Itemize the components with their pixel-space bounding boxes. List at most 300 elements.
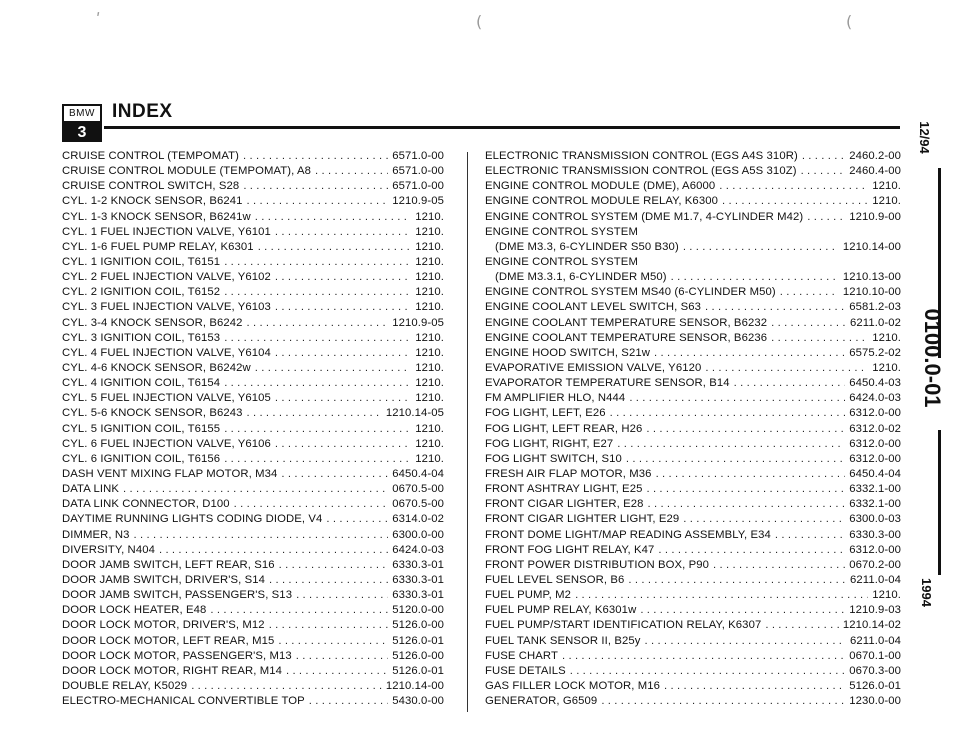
dot-leader — [628, 574, 846, 586]
dot-leader — [309, 695, 388, 707]
entry-reference: 0670.1-00 — [849, 649, 901, 662]
entry-reference: 6581.2-03 — [849, 301, 901, 314]
dot-leader — [246, 195, 388, 207]
entry-title: DATA LINK — [62, 483, 119, 496]
index-entry — [62, 574, 444, 589]
entry-reference: 6312.0-00 — [849, 407, 901, 420]
model-year: 1994 — [918, 578, 934, 607]
entry-reference: 6450.4-04 — [392, 467, 444, 480]
dot-leader — [629, 392, 845, 404]
dot-leader — [275, 271, 411, 283]
entry-reference: 1210. — [415, 452, 444, 465]
index-entry — [485, 392, 901, 407]
entry-title: DOOR JAMB SWITCH, LEFT REAR, S16 — [62, 558, 275, 571]
entry-title: CYL. 5 IGNITION COIL, T6155 — [62, 422, 221, 435]
dot-leader — [224, 453, 411, 465]
entry-reference: 6571.0-00 — [392, 180, 444, 193]
entry-reference: 6330.3-01 — [392, 558, 444, 571]
index-entry — [62, 453, 444, 468]
entry-reference: 5126.0-01 — [849, 679, 901, 692]
entry-title: CYL. 6 FUEL INJECTION VALVE, Y6106 — [62, 437, 271, 450]
page-number: 0100.0-01 — [920, 308, 945, 408]
entry-title: CRUISE CONTROL MODULE (TEMPOMAT), A8 — [62, 165, 312, 178]
entry-reference: 1210.13-00 — [842, 271, 901, 284]
dot-leader — [275, 438, 411, 450]
entry-reference: 1210. — [872, 195, 901, 208]
dot-leader — [664, 680, 845, 692]
entry-reference: 1230.0-00 — [849, 695, 901, 708]
entry-title: FOG LIGHT, LEFT, E26 — [485, 407, 606, 420]
entry-title: (DME M3.3.1, 6-CYLINDER M50) — [495, 271, 667, 284]
dot-leader — [243, 150, 388, 162]
index-entry — [62, 559, 444, 574]
entry-title: FUEL LEVEL SENSOR, B6 — [485, 573, 625, 586]
index-entry — [62, 150, 444, 165]
entry-reference: 5430.0-00 — [392, 695, 444, 708]
index-entry — [485, 604, 901, 619]
entry-title: DOOR JAMB SWITCH, DRIVER'S, S14 — [62, 573, 265, 586]
entry-title: GAS FILLER LOCK MOTOR, M16 — [485, 679, 661, 692]
index-entry — [485, 483, 901, 498]
entry-reference: 0670.5-00 — [392, 483, 444, 496]
index-entry — [485, 665, 901, 680]
index-entry — [62, 468, 444, 483]
index-entry — [485, 680, 901, 695]
index-entry — [62, 604, 444, 619]
dot-leader — [278, 635, 388, 647]
index-entry — [485, 271, 901, 286]
index-entry — [62, 256, 444, 271]
index-entry — [485, 574, 901, 589]
index-entry — [485, 589, 901, 604]
entry-title: FOG LIGHT, RIGHT, E27 — [485, 437, 614, 450]
bmw-3-series-logo — [62, 104, 102, 142]
dot-leader — [224, 332, 411, 344]
entry-reference: 1210. — [415, 271, 444, 284]
entry-title: CYL. 1 IGNITION COIL, T6151 — [62, 255, 221, 268]
dot-leader — [683, 513, 845, 525]
page-title: INDEX — [112, 101, 173, 122]
dot-leader — [296, 650, 388, 662]
header-rule — [104, 126, 900, 129]
dot-leader — [775, 529, 845, 541]
dot-leader — [705, 362, 868, 374]
index-entry — [62, 195, 444, 210]
entry-title: CYL. 4 FUEL INJECTION VALVE, Y6104 — [62, 346, 271, 359]
scan-mark: ʹ — [96, 10, 101, 29]
index-entry — [485, 301, 901, 316]
entry-reference: 6575.2-02 — [849, 346, 901, 359]
dot-leader — [275, 226, 411, 238]
entry-reference: 1210.10-00 — [842, 286, 901, 299]
dot-leader — [243, 180, 388, 192]
dot-leader — [275, 347, 411, 359]
entry-title: GENERATOR, G6509 — [485, 695, 598, 708]
entry-reference: 1210. — [415, 331, 444, 344]
dot-leader — [640, 604, 845, 616]
entry-reference: 6450.4-04 — [849, 467, 901, 480]
entry-title: FRESH AIR FLAP MOTOR, M36 — [485, 467, 652, 480]
dot-leader — [646, 423, 845, 435]
entry-title: FRONT DOME LIGHT/MAP READING ASSEMBLY, E34 — [485, 528, 771, 541]
entry-title: CYL. 1-6 FUEL PUMP RELAY, K6301 — [62, 240, 254, 253]
dot-leader — [807, 211, 845, 223]
dot-leader — [275, 392, 411, 404]
dot-leader — [654, 347, 845, 359]
dot-leader — [713, 559, 845, 571]
index-entry — [485, 650, 901, 665]
index-entry — [485, 317, 901, 332]
dot-leader — [159, 544, 388, 556]
entry-reference: 5126.0-00 — [392, 619, 444, 632]
index-entry — [62, 483, 444, 498]
entry-reference: 1210.9-00 — [849, 210, 901, 223]
index-entry — [485, 165, 901, 180]
index-entry — [62, 211, 444, 226]
entry-reference: 1210.14-00 — [385, 679, 444, 692]
entry-reference: 6211.0-04 — [850, 573, 901, 586]
dot-leader — [646, 483, 845, 495]
dot-leader — [570, 665, 846, 677]
entry-reference: 6571.0-00 — [392, 165, 444, 178]
entry-title: DASH VENT MIXING FLAP MOTOR, M34 — [62, 467, 278, 480]
index-entry — [62, 544, 444, 559]
entry-reference: 6312.0-00 — [849, 543, 901, 556]
entry-title: FRONT POWER DISTRIBUTION BOX, P90 — [485, 558, 710, 571]
entry-reference: 5126.0-01 — [392, 634, 444, 647]
dot-leader — [734, 377, 846, 389]
dot-leader — [601, 695, 845, 707]
index-entry — [62, 165, 444, 180]
entry-reference: 1210. — [872, 180, 901, 193]
entry-title: DOOR LOCK HEATER, E48 — [62, 604, 207, 617]
index-entry — [485, 529, 901, 544]
logo-series-number: 3 — [64, 123, 100, 142]
entry-reference: 6300.0-00 — [392, 528, 444, 541]
entry-reference: 1210. — [415, 255, 444, 268]
entry-title: CRUISE CONTROL SWITCH, S28 — [62, 180, 240, 193]
entry-reference: 6211.0-02 — [850, 316, 901, 329]
index-entry — [62, 438, 444, 453]
dot-leader — [648, 498, 846, 510]
index-entry — [485, 377, 901, 392]
entry-reference: 5126.0-00 — [392, 649, 444, 662]
entry-reference: 6314.0-02 — [392, 513, 444, 526]
entry-title: DIVERSITY, N404 — [62, 543, 155, 556]
entry-title: ELECTRONIC TRANSMISSION CONTROL (EGS A5S 310Z) — [485, 165, 797, 178]
entry-reference: 1210. — [415, 301, 444, 314]
logo-brand: BMW — [64, 106, 100, 123]
entry-reference: 0670.2-00 — [849, 558, 901, 571]
dot-leader — [281, 468, 388, 480]
index-entry — [485, 468, 901, 483]
index-column-left — [62, 150, 444, 710]
dot-leader — [224, 286, 411, 298]
entry-title: CYL. 3 IGNITION COIL, T6153 — [62, 331, 221, 344]
dot-leader — [801, 165, 846, 177]
index-entry — [62, 362, 444, 377]
entry-reference: 6571.0-00 — [392, 150, 444, 162]
index-entry — [62, 665, 444, 680]
entry-reference: 1210.14-00 — [842, 240, 901, 253]
entry-title: DATA LINK CONNECTOR, D100 — [62, 498, 230, 511]
entry-title: CRUISE CONTROL (TEMPOMAT) — [62, 150, 239, 162]
entry-reference: 2460.4-00 — [849, 165, 901, 178]
index-entry — [485, 635, 901, 650]
dot-leader — [255, 362, 411, 374]
dot-leader — [671, 271, 839, 283]
entry-title: CYL. 6 IGNITION COIL, T6156 — [62, 452, 221, 465]
index-entry — [62, 226, 444, 241]
entry-reference: 1210.9-05 — [392, 195, 444, 208]
dot-leader — [765, 619, 838, 631]
index-entry — [485, 513, 901, 528]
dot-leader — [722, 195, 868, 207]
entry-reference: 1210.9-05 — [392, 316, 444, 329]
entry-title: FRONT ASHTRAY LIGHT, E25 — [485, 483, 643, 496]
dot-leader — [191, 680, 382, 692]
dot-leader — [719, 180, 868, 192]
index-column-right — [485, 150, 901, 710]
dot-leader — [780, 286, 839, 298]
index-entry — [485, 407, 901, 422]
dot-leader — [134, 529, 389, 541]
index-entry — [485, 332, 901, 347]
entry-reference: 2460.2-00 — [849, 150, 901, 162]
scan-mark: ( — [476, 12, 483, 31]
entry-title: CYL. 3-4 KNOCK SENSOR, B6242 — [62, 316, 243, 329]
dot-leader — [562, 650, 845, 662]
entry-reference: 6424.0-03 — [849, 392, 901, 405]
entry-title: FM AMPLIFIER HLO, N444 — [485, 392, 626, 405]
index-entry — [485, 150, 901, 165]
entry-title: ENGINE COOLANT TEMPERATURE SENSOR, B6232 — [485, 316, 768, 329]
entry-title: DOUBLE RELAY, K5029 — [62, 679, 188, 692]
index-entry — [62, 513, 444, 528]
dot-leader — [224, 423, 411, 435]
entry-title: DAYTIME RUNNING LIGHTS CODING DIODE, V4 — [62, 513, 323, 526]
index-entry — [485, 180, 901, 195]
index-entry — [62, 332, 444, 347]
index-entry — [485, 195, 901, 210]
entry-title: FUSE DETAILS — [485, 664, 566, 677]
entry-title: DIMMER, N3 — [62, 528, 130, 541]
entry-reference: 6312.0-02 — [849, 422, 901, 435]
entry-title: CYL. 4 IGNITION COIL, T6154 — [62, 377, 221, 390]
entry-reference: 1210. — [415, 210, 444, 223]
index-entry — [62, 180, 444, 195]
dot-leader — [279, 559, 389, 571]
entry-title: (DME M3.3, 6-CYLINDER S50 B30) — [495, 240, 679, 253]
dot-leader — [210, 604, 388, 616]
entry-reference: 6332.1-00 — [849, 483, 901, 496]
dot-leader — [224, 377, 411, 389]
index-entry — [62, 529, 444, 544]
entry-title: FOG LIGHT, LEFT REAR, H26 — [485, 422, 643, 435]
entry-reference: 6330.3-00 — [849, 528, 901, 541]
index-entry — [485, 226, 901, 241]
entry-title: CYL. 2 IGNITION COIL, T6152 — [62, 286, 221, 299]
index-entry — [62, 241, 444, 256]
dot-leader — [771, 317, 846, 329]
dot-leader — [626, 453, 845, 465]
entry-title: FRONT CIGAR LIGHTER, E28 — [485, 498, 644, 511]
entry-title: DOOR LOCK MOTOR, DRIVER'S, M12 — [62, 619, 265, 632]
entry-title: CYL. 4-6 KNOCK SENSOR, B6242w — [62, 361, 251, 374]
entry-title: EVAPORATIVE EMISSION VALVE, Y6120 — [485, 361, 702, 374]
dot-leader — [326, 513, 388, 525]
entry-title: ENGINE CONTROL MODULE (DME), A6000 — [485, 180, 716, 193]
entry-reference: 6312.0-00 — [849, 452, 901, 465]
index-entry — [485, 362, 901, 377]
entry-reference: 1210. — [415, 377, 444, 390]
entry-title: CYL. 3 FUEL INJECTION VALVE, Y6103 — [62, 301, 271, 314]
dot-leader — [705, 301, 845, 313]
entry-title: ENGINE COOLANT TEMPERATURE SENSOR, B6236 — [485, 331, 768, 344]
entry-title: EVAPORATOR TEMPERATURE SENSOR, B14 — [485, 377, 730, 390]
dot-leader — [269, 574, 388, 586]
index-entry — [62, 635, 444, 650]
entry-reference: 6332.1-00 — [849, 498, 901, 511]
entry-title: FOG LIGHT SWITCH, S10 — [485, 452, 622, 465]
entry-reference: 6424.0-03 — [392, 543, 444, 556]
entry-title: CYL. 2 FUEL INJECTION VALVE, Y6102 — [62, 271, 271, 284]
entry-reference: 1210. — [872, 361, 901, 374]
entry-title: CYL. 1-3 KNOCK SENSOR, B6241w — [62, 210, 251, 223]
index-entry — [485, 619, 901, 634]
dot-leader — [315, 165, 388, 177]
entry-title: ENGINE CONTROL SYSTEM — [485, 255, 638, 268]
entry-title: FUEL PUMP/START IDENTIFICATION RELAY, K6307 — [485, 619, 762, 632]
revision-date: 12/94 — [916, 121, 932, 154]
index-entry — [485, 256, 901, 271]
entry-title: FUEL PUMP RELAY, K6301w — [485, 604, 637, 617]
entry-reference: 1210.14-02 — [842, 619, 901, 632]
index-entry — [485, 286, 901, 301]
index-entry — [62, 423, 444, 438]
dot-leader — [286, 665, 388, 677]
entry-title: DOOR JAMB SWITCH, PASSENGER'S, S13 — [62, 589, 293, 602]
dot-leader — [683, 241, 839, 253]
scan-mark: ( — [846, 12, 853, 31]
entry-reference: 6211.0-04 — [850, 634, 901, 647]
index-entry — [62, 589, 444, 604]
entry-title: CYL. 5-6 KNOCK SENSOR, B6243 — [62, 407, 243, 420]
entry-reference: 1210. — [415, 392, 444, 405]
entry-reference: 5120.0-00 — [392, 604, 444, 617]
dot-leader — [617, 438, 845, 450]
entry-title: CYL. 1 FUEL INJECTION VALVE, Y6101 — [62, 225, 271, 238]
entry-reference: 6312.0-00 — [849, 437, 901, 450]
dot-leader — [656, 468, 846, 480]
dot-leader — [269, 619, 389, 631]
index-entry — [485, 423, 901, 438]
column-divider — [467, 152, 468, 712]
entry-reference: 6450.4-03 — [849, 377, 901, 390]
entry-reference: 6330.3-01 — [392, 573, 444, 586]
index-entry — [62, 392, 444, 407]
index-entry — [485, 453, 901, 468]
index-entry — [485, 211, 901, 226]
entry-title: ENGINE CONTROL SYSTEM (DME M1.7, 4-CYLINDER M42) — [485, 210, 804, 223]
entry-reference: 1210. — [872, 331, 901, 344]
entry-reference: 5126.0-01 — [392, 664, 444, 677]
entry-reference: 1210. — [872, 589, 901, 602]
index-entry — [62, 695, 444, 710]
dot-leader — [246, 317, 388, 329]
entry-reference: 1210. — [415, 225, 444, 238]
dot-leader — [771, 332, 868, 344]
index-entry — [62, 680, 444, 695]
index-entry — [62, 301, 444, 316]
index-entry — [62, 498, 444, 513]
entry-title: FUSE CHART — [485, 649, 558, 662]
entry-title: CYL. 1-2 KNOCK SENSOR, B6241 — [62, 195, 243, 208]
entry-title: ENGINE CONTROL SYSTEM — [485, 225, 638, 238]
entry-title: ENGINE COOLANT LEVEL SWITCH, S63 — [485, 301, 702, 314]
index-entry — [62, 317, 444, 332]
entry-reference: 0670.5-00 — [392, 498, 444, 511]
index-entry — [485, 438, 901, 453]
entry-title: CYL. 5 FUEL INJECTION VALVE, Y6105 — [62, 392, 271, 405]
entry-reference: 1210. — [415, 422, 444, 435]
entry-title: DOOR LOCK MOTOR, RIGHT REAR, M14 — [62, 664, 282, 677]
entry-title: ENGINE CONTROL MODULE RELAY, K6300 — [485, 195, 718, 208]
dot-leader — [575, 589, 868, 601]
entry-title: ENGINE HOOD SWITCH, S21w — [485, 346, 650, 359]
entry-reference: 6330.3-01 — [392, 589, 444, 602]
index-entry — [485, 498, 901, 513]
index-entry — [485, 559, 901, 574]
entry-reference: 1210. — [415, 346, 444, 359]
entry-reference: 1210. — [415, 240, 444, 253]
entry-reference: 0670.3-00 — [849, 664, 901, 677]
dot-leader — [123, 483, 388, 495]
index-entry — [62, 650, 444, 665]
entry-reference: 1210. — [415, 286, 444, 299]
dot-leader — [658, 544, 845, 556]
entry-title: FUEL TANK SENSOR II, B25y — [485, 634, 641, 647]
index-entry — [485, 544, 901, 559]
dot-leader — [644, 635, 846, 647]
dot-leader — [255, 211, 411, 223]
entry-title: FUEL PUMP, M2 — [485, 589, 572, 602]
index-entry — [485, 695, 901, 710]
index-entry — [62, 407, 444, 422]
dot-leader — [224, 256, 411, 268]
index-entry — [62, 286, 444, 301]
entry-reference: 6300.0-03 — [849, 513, 901, 526]
entry-title: FRONT CIGAR LIGHTER LIGHT, E29 — [485, 513, 680, 526]
entry-title: DOOR LOCK MOTOR, LEFT REAR, M15 — [62, 634, 275, 647]
entry-title: FRONT FOG LIGHT RELAY, K47 — [485, 543, 655, 556]
entry-title: DOOR LOCK MOTOR, PASSENGER'S, M13 — [62, 649, 292, 662]
dot-leader — [610, 407, 846, 419]
dot-leader — [802, 150, 845, 162]
index-entry — [62, 377, 444, 392]
entry-reference: 1210. — [415, 437, 444, 450]
index-entry — [62, 271, 444, 286]
dot-leader — [275, 301, 411, 313]
entry-reference: 1210. — [415, 361, 444, 374]
side-rule-lower — [938, 430, 941, 575]
entry-reference: 1210.14-05 — [385, 407, 444, 420]
dot-leader — [258, 241, 412, 253]
index-entry — [485, 241, 901, 256]
entry-title: ELECTRO-MECHANICAL CONVERTIBLE TOP — [62, 695, 305, 708]
index-entry — [62, 347, 444, 362]
entry-reference: 1210.9-03 — [849, 604, 901, 617]
